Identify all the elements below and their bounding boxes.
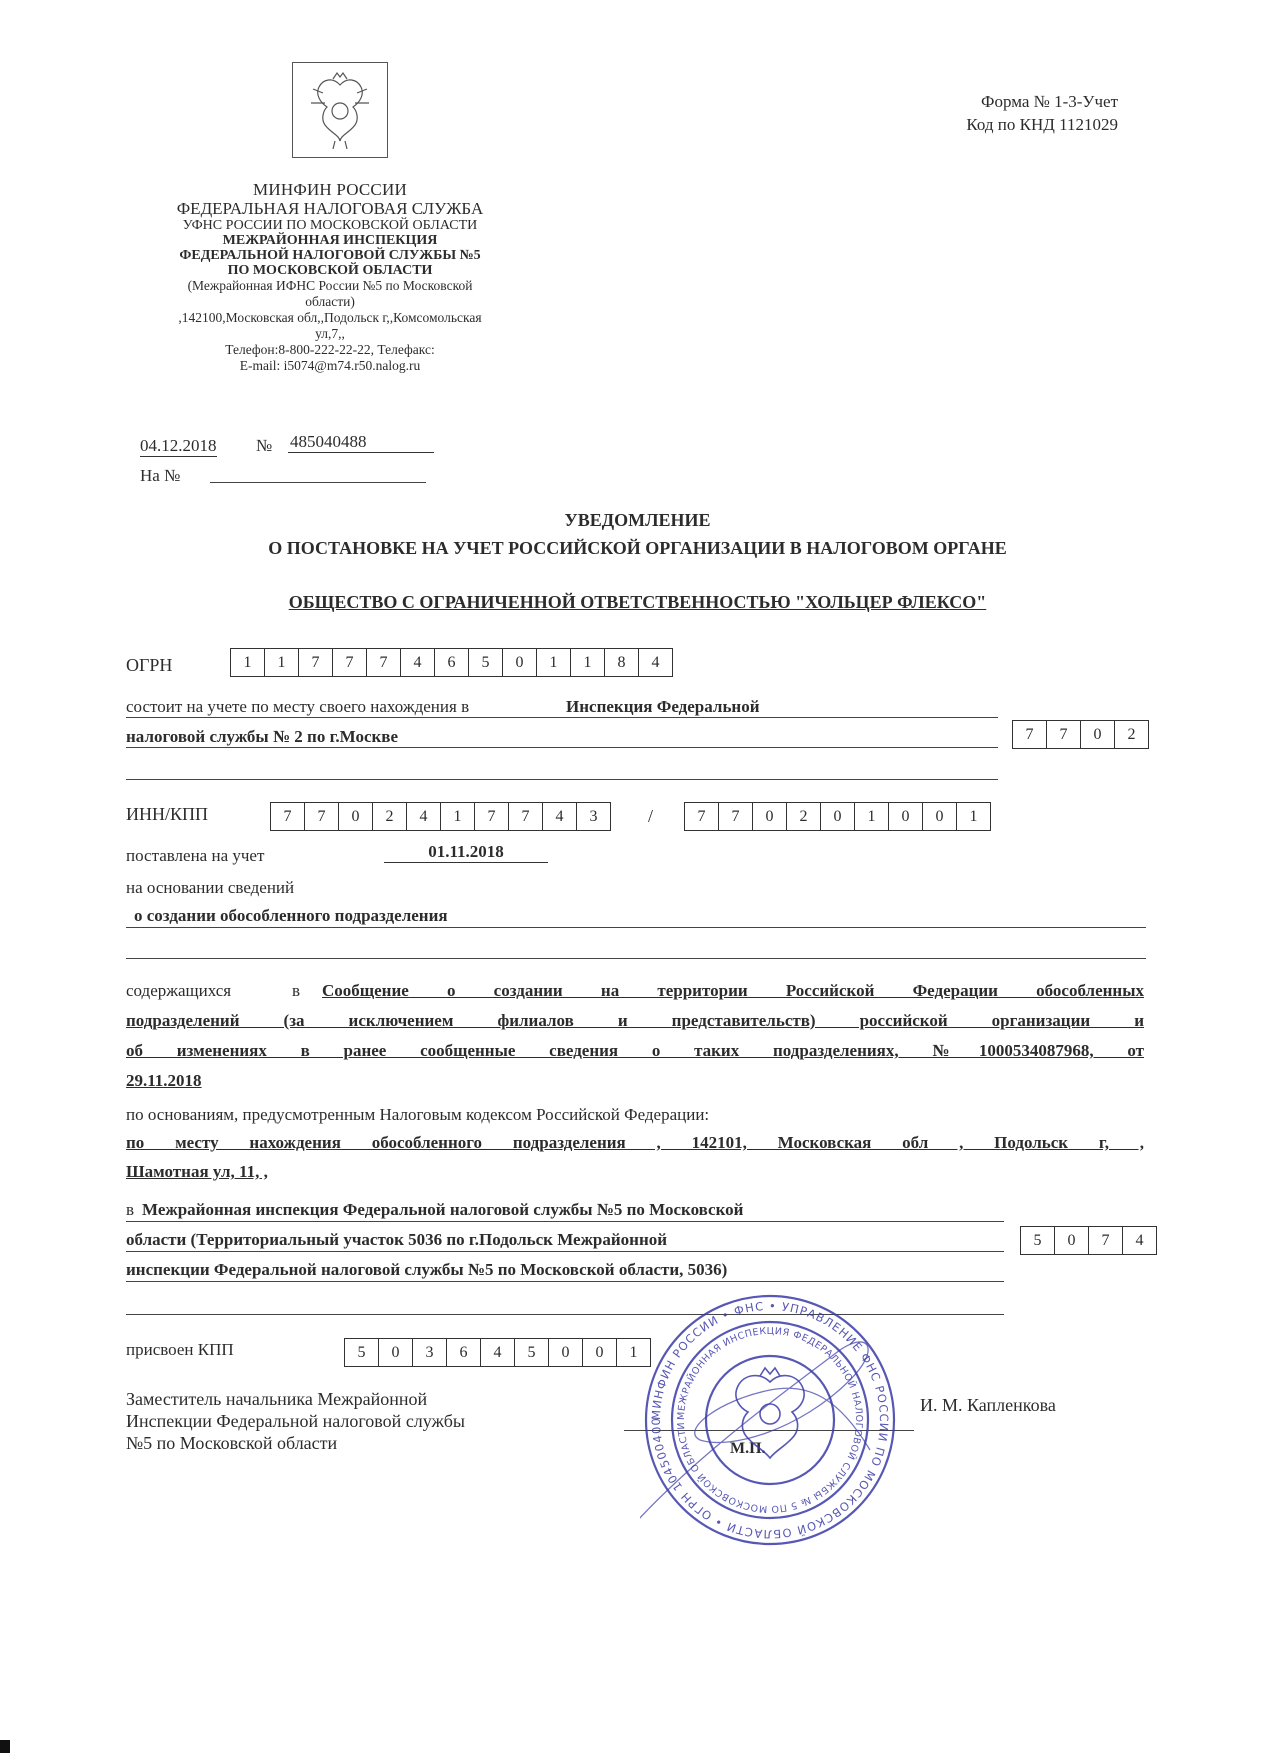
kpp-digit: 0 — [752, 802, 787, 831]
authority-in-2: области (Территориальный участок 5036 по г.Подольск Межрайонной — [126, 1230, 668, 1249]
signer-position-3: №5 по Московской области — [126, 1433, 338, 1453]
inn-digit: 0 — [338, 802, 373, 831]
ogrn-digit: 0 — [502, 648, 537, 677]
authority-in-line-3 — [126, 1281, 1004, 1282]
contained-label: содержащихся — [126, 981, 232, 1000]
ogrn-digit: 6 — [434, 648, 469, 677]
registered-code-digit: 2 — [1114, 720, 1149, 749]
authority-in-code-cells — [1020, 1226, 1157, 1255]
service: ФЕДЕРАЛЬНАЯ НАЛОГОВАЯ СЛУЖБА — [176, 199, 484, 218]
ogrn-digit: 5 — [468, 648, 503, 677]
ref-number: 485040488 — [288, 432, 434, 453]
email: E-mail: i5074@m74.r50.nalog.ru — [239, 358, 421, 373]
inspection-line-3: ПО МОСКОВСКОЙ ОБЛАСТИ — [227, 263, 433, 278]
reg-date-label: поставлена на учет — [126, 846, 265, 865]
kpp-digit: 0 — [888, 802, 923, 831]
contained-line-2 — [126, 1006, 1144, 1036]
authority-in-code-digit: 4 — [1122, 1226, 1157, 1255]
ogrn-cells — [230, 648, 673, 677]
kpp-assigned-digit: 5 — [514, 1338, 549, 1367]
short-name-2: области) — [305, 294, 355, 309]
inspection-line-1: МЕЖРАЙОННАЯ ИНСПЕКЦИЯ — [222, 233, 438, 248]
svg-text:МЕЖРАЙОННАЯ ИНСПЕКЦИЯ ФЕДЕРАЛЬ — [676, 1326, 864, 1514]
registered-line-1 — [126, 717, 998, 718]
inn-kpp-slash: / — [648, 806, 654, 826]
kpp-digit: 1 — [956, 802, 991, 831]
kpp-assigned-digit: 4 — [480, 1338, 515, 1367]
registered-authority-2: налоговой службы № 2 по г.Москве — [126, 727, 399, 746]
authority-in-prefix: в — [126, 1200, 135, 1219]
coat-of-arms-emblem — [292, 62, 388, 158]
grounds-label: по основаниям, предусмотренным Налоговым кодексом Российской Федерации: — [126, 1105, 710, 1124]
ogrn-digit: 1 — [264, 648, 299, 677]
registered-code-digit: 7 — [1012, 720, 1047, 749]
kpp-assigned-digit: 0 — [548, 1338, 583, 1367]
basis-line-1 — [126, 927, 1146, 928]
ogrn-digit: 8 — [604, 648, 639, 677]
regional-office: УФНС РОССИИ ПО МОСКОВСКОЙ ОБЛАСТИ — [182, 218, 478, 233]
doc-title-2: О ПОСТАНОВКЕ НА УЧЕТ РОССИЙСКОЙ ОРГАНИЗАЦИИ В НАЛОГОВОМ ОРГАНЕ — [268, 538, 1007, 558]
knd-code: Код по КНД 1121029 — [966, 115, 1118, 134]
mp-label: М.П. — [730, 1440, 766, 1457]
ogrn-digit: 1 — [570, 648, 605, 677]
ref-on-label: На № — [140, 466, 181, 485]
contained-text-2: подразделений (за исключением филиалов и представительств) российской организации и — [126, 1011, 1144, 1030]
inn-cells — [270, 802, 611, 831]
stamp-inner-text: МЕЖРАЙОННАЯ ИНСПЕКЦИЯ ФЕДЕРАЛЬНОЙ НАЛОГОВОЙ СЛУЖБЫ № 5 ПО МОСКОВСКОЙ ОБЛАСТИ — [675, 1325, 865, 1515]
inn-digit: 2 — [372, 802, 407, 831]
inn-digit: 7 — [270, 802, 305, 831]
signer-position — [126, 1388, 465, 1454]
official-stamp — [640, 1290, 900, 1550]
contained-text-3: об изменениях в ранее сообщенные сведения о таких подразделениях, №1000534087968, от — [126, 1041, 1144, 1060]
kpp-digit: 7 — [718, 802, 753, 831]
doc-title-1: УВЕДОМЛЕНИЕ — [564, 510, 711, 530]
kpp-digit: 0 — [820, 802, 855, 831]
scan-edge-mark — [0, 1740, 10, 1753]
basis-value: о создании обособленного подразделения — [134, 906, 448, 925]
inspection-line-2: ФЕДЕРАЛЬНОЙ НАЛОГОВОЙ СЛУЖБЫ №5 — [179, 248, 481, 263]
ogrn-digit: 7 — [332, 648, 367, 677]
short-name-1: (Межрайонная ИФНС России №5 по Московской — [187, 278, 473, 293]
kpp-assigned-digit: 0 — [378, 1338, 413, 1367]
grounds-line-2 — [126, 1157, 268, 1187]
form-info — [858, 90, 1118, 136]
contained-text-4: 29.11.2018 — [126, 1071, 202, 1090]
ogrn-digit: 1 — [536, 648, 571, 677]
inn-digit: 7 — [508, 802, 543, 831]
kpp-assigned-digit: 3 — [412, 1338, 447, 1367]
contained-text-1: Сообщение о создании на территории Российской Федерации обособленных — [322, 981, 1144, 1000]
contained-line-1 — [322, 976, 1144, 1006]
kpp-assigned-digit: 1 — [616, 1338, 651, 1367]
kpp-assigned-digit: 0 — [582, 1338, 617, 1367]
registered-code-cells — [1012, 720, 1149, 749]
grounds-text-2: Шамотная ул, 11, , — [126, 1162, 268, 1181]
ref-on-line — [210, 482, 426, 483]
kpp-digit: 1 — [854, 802, 889, 831]
signer-position-2: Инспекции Федеральной налоговой службы — [126, 1411, 466, 1431]
kpp-assigned-digit: 6 — [446, 1338, 481, 1367]
authority-in-code-digit: 0 — [1054, 1226, 1089, 1255]
registered-line-2 — [126, 747, 998, 748]
address-1: ,142100,Московская обл,,Подольск г,,Комсомольская — [178, 310, 482, 325]
kpp-assigned-label: присвоен КПП — [126, 1340, 234, 1359]
authority-in-line-1 — [126, 1221, 1004, 1222]
authority-in-3: инспекции Федеральной налоговой службы №5 по Московской области, 5036) — [126, 1260, 728, 1279]
phone: Телефон:8-800-222-22-22, Телефакс: — [225, 342, 435, 357]
grounds-line-1 — [126, 1128, 1144, 1158]
form-number: Форма № 1-3-Учет — [981, 92, 1118, 111]
registered-code-digit: 7 — [1046, 720, 1081, 749]
ogrn-digit: 4 — [400, 648, 435, 677]
registered-prefix: состоит на учете по месту своего нахождения в — [126, 697, 470, 716]
ref-date: 04.12.2018 — [140, 436, 217, 455]
ogrn-digit: 7 — [366, 648, 401, 677]
ogrn-digit: 7 — [298, 648, 333, 677]
inn-digit: 3 — [576, 802, 611, 831]
inn-digit: 4 — [542, 802, 577, 831]
authority-in-1: Межрайонная инспекция Федеральной налоговой службы №5 по Московской — [142, 1200, 744, 1219]
organization-name: ОБЩЕСТВО С ОГРАНИЧЕННОЙ ОТВЕТСТВЕННОСТЬЮ "ХОЛЬЦЕР ФЛЕКСО" — [288, 592, 987, 612]
ogrn-digit: 1 — [230, 648, 265, 677]
kpp-assigned-cells — [344, 1338, 651, 1367]
address-2: ул,7,, — [315, 326, 345, 341]
contained-in: в — [292, 981, 301, 1000]
stamp-outer-text: МИНФИН РОССИИ • ФНС • УПРАВЛЕНИЕ ФНС РОССИИ ПО МОСКОВСКОЙ ОБЛАСТИ • ОГРН 104500400 — [648, 1298, 892, 1542]
basis-label: на основании сведений — [126, 878, 295, 897]
grounds-text-1: по месту нахождения обособленного подразделения , 142101, Московская обл , Подольск г, , — [126, 1133, 1144, 1152]
inn-kpp-label: ИНН/КПП — [126, 804, 209, 824]
contained-line-3 — [126, 1036, 1144, 1066]
ogrn-digit: 4 — [638, 648, 673, 677]
inn-digit: 7 — [474, 802, 509, 831]
authority-in-code-digit: 7 — [1088, 1226, 1123, 1255]
authority-header — [140, 180, 520, 374]
inn-digit: 4 — [406, 802, 441, 831]
contained-line-4 — [126, 1066, 202, 1096]
inn-digit: 1 — [440, 802, 475, 831]
kpp-digit: 2 — [786, 802, 821, 831]
kpp-cells — [684, 802, 991, 831]
registered-line-3 — [126, 779, 998, 780]
signer-position-1: Заместитель начальника Межрайонной — [126, 1389, 428, 1409]
inn-digit: 7 — [304, 802, 339, 831]
kpp-digit: 7 — [684, 802, 719, 831]
reg-date-value: 01.11.2018 — [384, 842, 548, 863]
signer-name: И. М. Капленкова — [920, 1395, 1056, 1415]
authority-in-code-digit: 5 — [1020, 1226, 1055, 1255]
authority-in-line-2 — [126, 1251, 1004, 1252]
basis-line-2 — [126, 958, 1146, 959]
ministry: МИНФИН РОССИИ — [253, 180, 407, 199]
kpp-assigned-digit: 5 — [344, 1338, 379, 1367]
kpp-digit: 0 — [922, 802, 957, 831]
registered-authority-1: Инспекция Федеральной — [566, 697, 760, 716]
ref-number-label: № — [256, 436, 273, 455]
ogrn-label: ОГРН — [126, 655, 173, 675]
registered-code-digit: 0 — [1080, 720, 1115, 749]
